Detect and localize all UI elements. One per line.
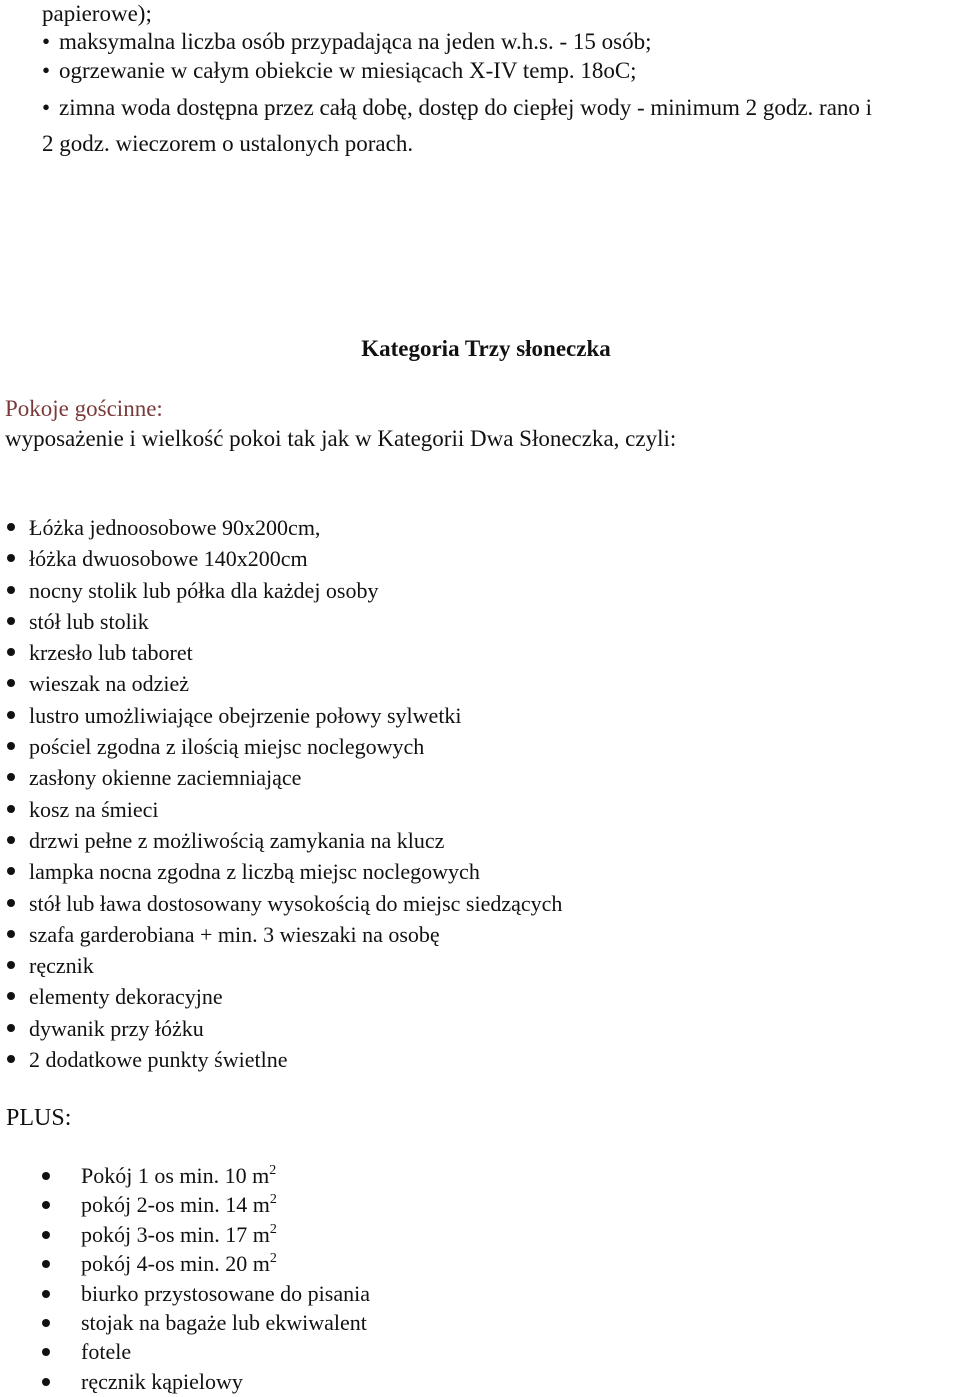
equipment-list xyxy=(0,512,562,1075)
equipment-item-text: drzwi pełne z możliwością zamykania na klucz xyxy=(29,827,445,853)
superscript: 2 xyxy=(269,1251,277,1267)
continuation-bullet xyxy=(42,94,872,122)
superscript: 2 xyxy=(269,1163,277,1178)
continuation-bullet-text: ogrzewanie w całym obiekcie w miesiącach X-IV temp. 18oC; xyxy=(59,58,637,83)
equipment-item-text: lampka nocna zgodna z liczbą miejsc noclegowych xyxy=(29,859,480,885)
bullet-icon xyxy=(42,1231,50,1239)
bullet-icon xyxy=(42,1348,50,1356)
rooms-title: Pokoje gościnne: xyxy=(5,396,163,421)
equipment-item xyxy=(0,919,562,950)
equipment-item xyxy=(0,637,562,668)
equipment-item-text: pościel zgodna z ilością miejsc noclegowych xyxy=(29,734,425,760)
plus-list xyxy=(0,1160,370,1395)
plus-item-text: pokój 3-os min. 17 m xyxy=(81,1221,270,1247)
equipment-item-text: zasłony okienne zaciemniające xyxy=(29,765,302,791)
bullet-icon xyxy=(7,586,15,594)
bullet-icon: • xyxy=(42,29,51,54)
equipment-item xyxy=(0,1013,562,1044)
plus-item-text: ręcznik kąpielowy xyxy=(81,1368,243,1394)
continuation-wrap-line: 2 godz. wieczorem o ustalonych porach. xyxy=(42,131,414,156)
continuation-bullet xyxy=(42,28,652,56)
bullet-icon xyxy=(42,1290,50,1298)
equipment-item-text: wieszak na odzież xyxy=(29,671,190,697)
equipment-item xyxy=(0,606,562,637)
plus-item-text: Pokój 1 os min. 10 m xyxy=(81,1163,270,1188)
equipment-item xyxy=(0,1044,562,1075)
equipment-item-text: lustro umożliwiające obejrzenie połowy sylwetki xyxy=(29,702,462,728)
bullet-icon: • xyxy=(42,58,51,83)
plus-item-text: stojak na bagaże lub ekwiwalent xyxy=(81,1309,367,1335)
bullet-icon xyxy=(42,1378,50,1386)
equipment-item-text: stół lub ława dostosowany wysokością do miejsc siedzących xyxy=(29,890,563,916)
equipment-item xyxy=(0,888,562,919)
equipment-item-text: Łóżka jednoosobowe 90x200cm, xyxy=(29,515,321,540)
plus-item xyxy=(0,1336,370,1365)
plus-item xyxy=(0,1278,370,1307)
bullet-icon xyxy=(7,648,15,656)
plus-item xyxy=(0,1160,370,1189)
bullet-icon xyxy=(7,1055,15,1063)
plus-item xyxy=(0,1366,370,1395)
equipment-item xyxy=(0,575,562,606)
bullet-icon xyxy=(7,836,15,844)
superscript: 2 xyxy=(269,1192,277,1208)
bullet-icon xyxy=(7,867,15,875)
plus-item-text: pokój 4-os min. 20 m xyxy=(81,1251,270,1277)
section-heading: Kategoria Trzy słoneczka xyxy=(361,336,611,361)
plus-item xyxy=(0,1248,370,1277)
equipment-item xyxy=(0,762,562,793)
plus-item-text: fotele xyxy=(81,1339,132,1365)
superscript: 2 xyxy=(269,1221,277,1237)
equipment-item xyxy=(0,825,562,856)
bullet-icon xyxy=(7,711,15,719)
equipment-item-text: szafa garderobiana + min. 3 wieszaki na osobę xyxy=(29,921,440,947)
bullet-icon xyxy=(42,1201,50,1209)
equipment-item xyxy=(0,731,562,762)
equipment-item xyxy=(0,700,562,731)
equipment-item xyxy=(0,981,562,1012)
bullet-icon xyxy=(7,805,15,813)
plus-label: PLUS: xyxy=(6,1105,72,1131)
equipment-item xyxy=(0,512,562,543)
bullet-icon xyxy=(42,1172,50,1180)
equipment-item-text: krzesło lub taboret xyxy=(29,640,193,666)
equipment-item xyxy=(0,950,562,981)
equipment-item-text: stół lub stolik xyxy=(29,608,149,634)
equipment-item-text: łóżka dwuosobowe 140x200cm xyxy=(29,546,308,572)
bullet-icon xyxy=(7,523,15,531)
bullet-icon xyxy=(7,899,15,907)
plus-item xyxy=(0,1189,370,1218)
equipment-item xyxy=(0,856,562,887)
equipment-item xyxy=(0,668,562,699)
bullet-icon xyxy=(7,773,15,781)
bullet-icon xyxy=(7,617,15,625)
plus-item xyxy=(0,1219,370,1248)
plus-item xyxy=(0,1307,370,1336)
bullet-icon: • xyxy=(42,95,51,120)
equipment-item-text: ręcznik xyxy=(29,953,94,979)
bullet-icon xyxy=(7,742,15,750)
equipment-item xyxy=(0,543,562,574)
bullet-icon xyxy=(7,992,15,1000)
equipment-item-text: kosz na śmieci xyxy=(29,796,159,822)
continuation-bullet xyxy=(42,57,637,85)
continuation-bullet-text: maksymalna liczba osób przypadająca na jeden w.h.s. - 15 osób; xyxy=(59,29,652,54)
rooms-description: wyposażenie i wielkość pokoi tak jak w Kategorii Dwa Słoneczka, czyli: xyxy=(5,426,677,451)
equipment-item-text: nocny stolik lub półka dla każdej osoby xyxy=(29,577,379,603)
bullet-icon xyxy=(42,1319,50,1327)
bullet-icon xyxy=(7,1024,15,1032)
plus-item-text: pokój 2-os min. 14 m xyxy=(81,1192,270,1218)
bullet-icon xyxy=(7,554,15,562)
equipment-item-text: dywanik przy łóżku xyxy=(29,1015,204,1041)
bullet-icon xyxy=(7,679,15,687)
plus-item-text: biurko przystosowane do pisania xyxy=(81,1280,370,1306)
equipment-item-text: 2 dodatkowe punkty świetlne xyxy=(29,1047,288,1073)
equipment-item-text: elementy dekoracyjne xyxy=(29,984,223,1010)
bullet-icon xyxy=(7,961,15,969)
continuation-line: papierowe); xyxy=(42,1,152,26)
bullet-icon xyxy=(42,1260,50,1268)
continuation-bullet-text: zimna woda dostępna przez całą dobę, dostęp do ciepłej wody - minimum 2 godz. rano i xyxy=(59,95,873,120)
bullet-icon xyxy=(7,930,15,938)
equipment-item xyxy=(0,794,562,825)
